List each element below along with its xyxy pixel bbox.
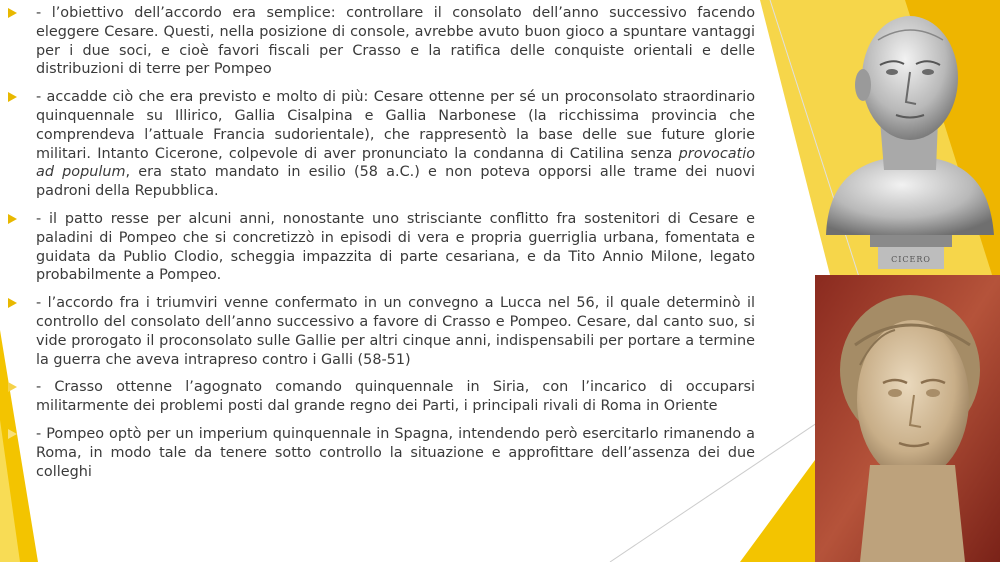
bullet-item — [8, 88, 755, 201]
bullet-item — [8, 378, 755, 416]
bullet-text: - Crasso ottenne l’agognato comando quinquennale in Siria, con l’incarico di occuparsi militarmente dei problemi posti dal grande regno dei Parti, i principali rivali di Roma in Oriente — [36, 379, 755, 415]
bullet-arrow-icon — [8, 92, 17, 102]
bullet-text-part: , era stato mandato in esilio (58 a.C.) e non poteva opporsi alle trame dei nuovi padroni della Repubblica. — [36, 164, 756, 200]
bullet-text: - Pompeo optò per un imperium quinquennale in Spagna, intendendo però esercitarlo rimanendo a Roma, in modo tale da tenere sotto controllo la situazione e approfittare dell’assenza dei due colleghi — [36, 425, 755, 480]
bullet-item — [8, 4, 755, 79]
bullet-arrow-icon — [8, 382, 17, 392]
bullet-item — [8, 210, 755, 285]
bullet-text-italic: provocatio ad populum — [36, 145, 755, 181]
bullet-item — [8, 425, 755, 481]
bullet-arrow-icon — [8, 214, 17, 224]
bullet-text — [36, 88, 755, 201]
bust-caption: CICERO — [891, 255, 931, 264]
pompeo-bust-image — [815, 275, 1000, 562]
bullet-arrow-icon — [8, 429, 17, 439]
bullet-text: - il patto resse per alcuni anni, nonostante uno strisciante conflitto fra sostenitori di Cesare e paladini di Pompeo che si concretizzò in episodi di vera e propria guerriglia urbana, fomentata e guidata da Publio Clodio, scheggia impazzita di parte cesariana, e da Tito Annio Milone, legato probabilmente a Pompeo. — [36, 210, 755, 284]
bullet-item — [8, 294, 755, 369]
cicero-bust-image — [818, 0, 1000, 275]
bullet-text-part: - accadde ciò che era previsto e molto di più: Cesare ottenne per sé un proconsolato straordinario quinquennale su Illirico, Gallia Cisalpina e Gallia Narbonese (la ricchissima provincia che comprendeva l’attuale Francia sudorientale), che rappresentò la base delle sue future glorie militari. Intanto Cicerone, colpevole di aver pronunciato la condanna di Catilina senza — [36, 89, 755, 162]
bullet-text: - l’obiettivo dell’accordo era semplice: controllare il consolato dell’anno successivo facendo eleggere Cesare. Questi, nella posizione di console, avrebbe avuto buon gioco a spuntare vantaggi per i due soci, e cioè favori fiscali per Crasso e la ratifica delle conquiste orientali e delle distribuzioni di terre per Pompeo — [36, 5, 755, 78]
bullet-text: - l’accordo fra i triumviri venne confermato in un convegno a Lucca nel 56, il quale determinò il controllo del consolato dell’anno successivo a favore di Crasso e Pompeo. Cesare, dal canto suo, si vide prorogato il proconsolato sulle Gallie per altri cinque anni, indispensabili per portare a termine la guerra che aveva intrapreso contro i Galli (58-51) — [36, 295, 755, 368]
bullet-arrow-icon — [8, 8, 17, 18]
bullet-list — [8, 4, 755, 490]
bullet-arrow-icon — [8, 298, 17, 308]
